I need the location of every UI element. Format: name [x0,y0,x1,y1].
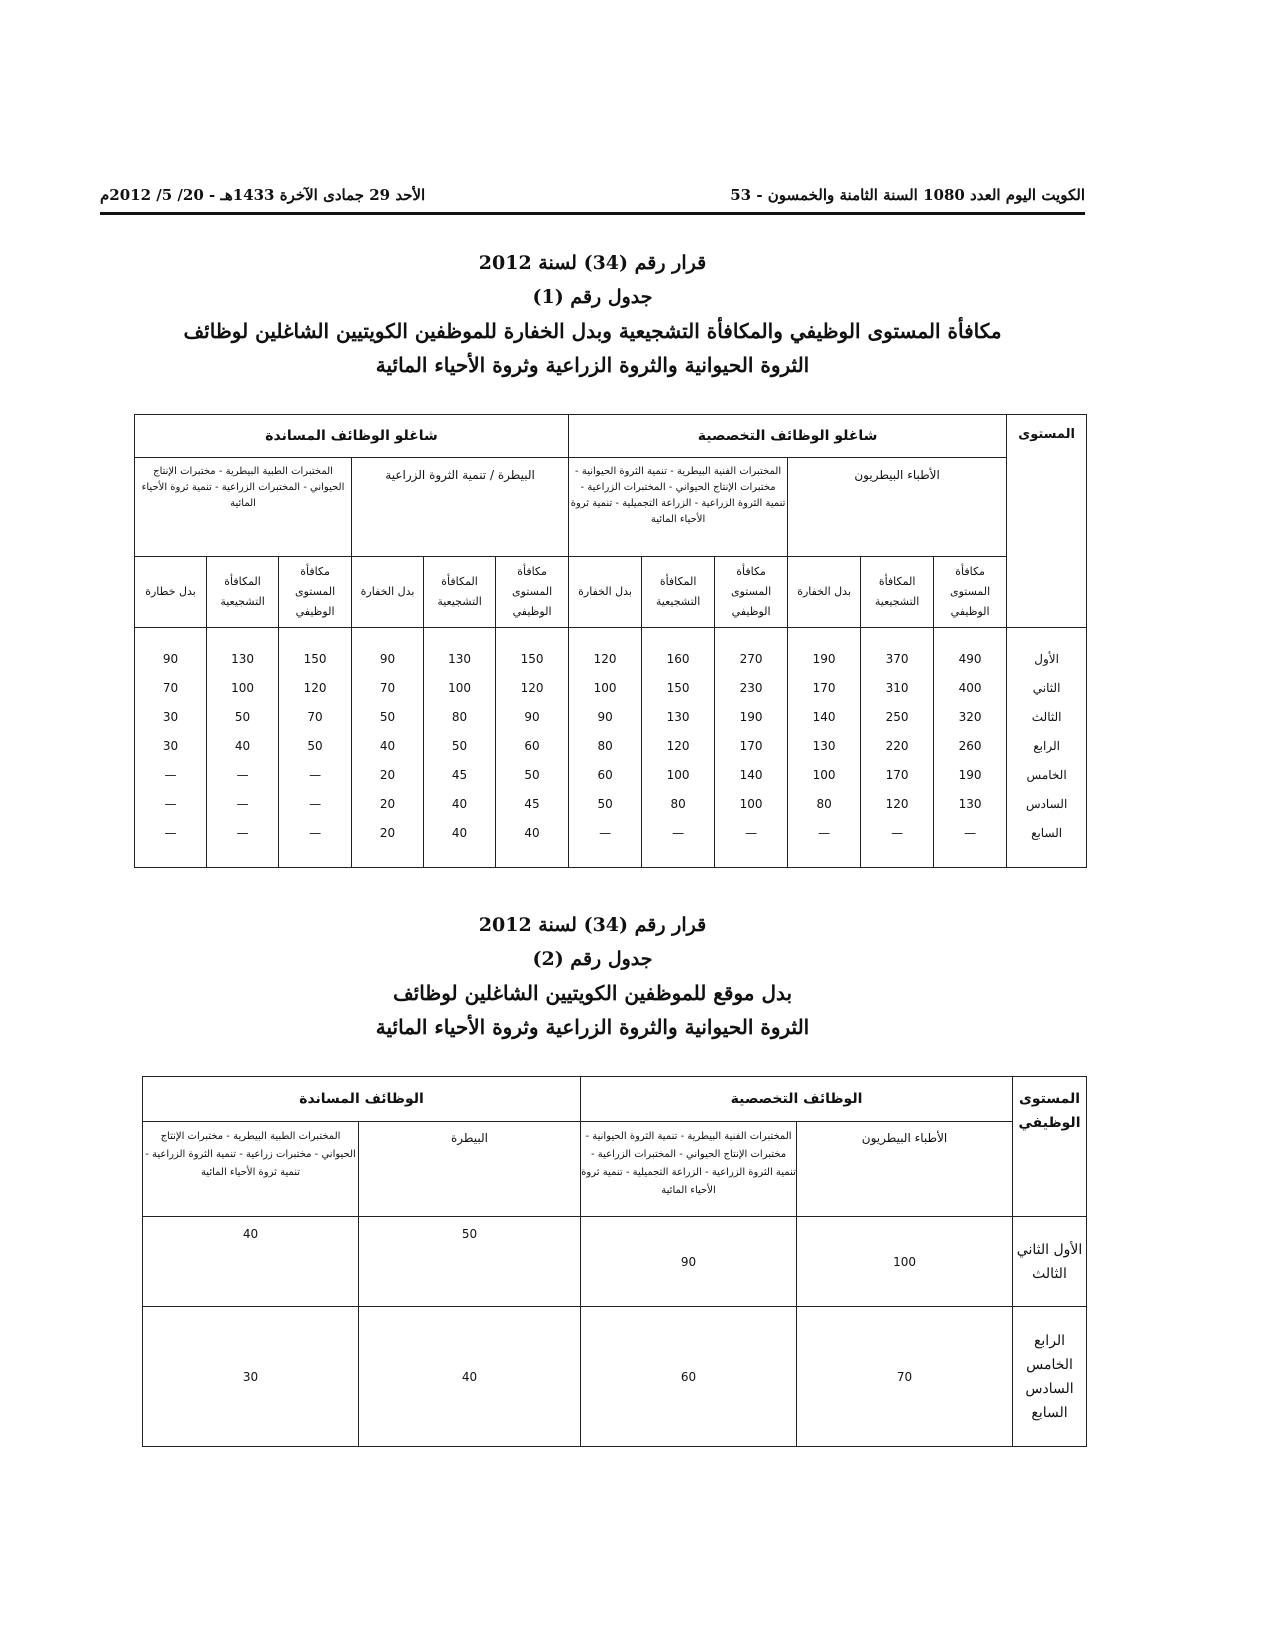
value-cell: 320 [934,702,1007,731]
value-cell: 170 [861,760,934,789]
subgroup-spec-labs: المختبرات الفنية البيطرية - تنمية الثروة الحيوانية - مختبرات الإنتاج الحيواني - المختبرات الزراعية - تنمية الثروة الزراعية - الزراعة التجميلية - تنمية ثروة الأحياء المائية [569,458,788,557]
value-cell: — [207,760,279,789]
level-cell: السادس [1007,789,1087,818]
subgroup-vets: الأطباء البيطريون [788,458,1007,557]
value-cell: 100 [207,673,279,702]
value-cell: 190 [934,760,1007,789]
value-cell: 70 [352,673,424,702]
value-cell: 90 [569,702,642,731]
value-cell: 270 [715,628,788,674]
table-row [143,1307,1087,1447]
value-cell: 130 [642,702,715,731]
value-cell: 100 [715,789,788,818]
value-cell: 50 [424,731,496,760]
value-cell: — [715,818,788,868]
section1-title [100,246,1085,382]
level-header: المستوى [1007,415,1087,628]
page-header [100,178,1085,214]
col-duty: بدل الخفارة [788,557,861,628]
level-cell: الخامس [1007,760,1087,789]
value-cell: 45 [424,760,496,789]
value-cell: 130 [934,789,1007,818]
value-cell: 120 [642,731,715,760]
value-cell: 140 [788,702,861,731]
value-cell: 120 [569,628,642,674]
value-cell: 30 [143,1307,359,1447]
value-cell: 20 [352,789,424,818]
level-cell: الرابع [1007,731,1087,760]
value-cell: 80 [788,789,861,818]
value-cell: 370 [861,628,934,674]
table-number: جدول رقم (1) [532,286,653,308]
value-cell: — [135,789,207,818]
value-cell: 80 [569,731,642,760]
level-cell: الثاني [1007,673,1087,702]
table-title-line2: الثروة الحيوانية والثروة الزراعية وثروة الأحياء المائية [375,353,810,377]
value-cell: — [788,818,861,868]
value-cell: 100 [642,760,715,789]
decision-number: قرار رقم (34) لسنة 2012 [478,252,707,274]
value-cell: 120 [279,673,352,702]
value-cell: 150 [642,673,715,702]
value-cell: 45 [496,789,569,818]
value-cell: — [279,760,352,789]
level-header: المستوى الوظيفي [1013,1077,1087,1217]
value-cell: — [934,818,1007,868]
value-cell: 250 [861,702,934,731]
value-cell: 90 [581,1217,797,1307]
value-cell: 150 [279,628,352,674]
value-cell: 40 [143,1217,359,1307]
value-cell: 170 [715,731,788,760]
group-specialized: الوظائف التخصصية [581,1077,1013,1122]
value-cell: 70 [135,673,207,702]
col-level-bonus: مكافأة المستوى الوظيفي [715,557,788,628]
value-cell: 400 [934,673,1007,702]
value-cell: 40 [424,789,496,818]
value-cell: 190 [788,628,861,674]
value-cell: — [279,789,352,818]
level-cell: السابع [1007,818,1087,868]
value-cell: 490 [934,628,1007,674]
value-cell: 30 [135,731,207,760]
value-cell: 20 [352,818,424,868]
value-cell: — [861,818,934,868]
value-cell: — [642,818,715,868]
col-incentive: المكافأة التشجيعية [861,557,934,628]
value-cell: — [207,818,279,868]
col-duty: بدل الخفارة [352,557,424,628]
value-cell: 80 [424,702,496,731]
table-number: جدول رقم (2) [532,948,653,970]
table1-allowances [134,414,1087,868]
col-level-bonus: مكافأة المستوى الوظيفي [496,557,569,628]
value-cell: 100 [797,1217,1013,1307]
col-duty: بدل الخفارة [569,557,642,628]
value-cell: 230 [715,673,788,702]
table-row [135,731,1087,760]
table-title-line2: الثروة الحيوانية والثروة الزراعية وثروة الأحياء المائية [375,1015,810,1039]
value-cell: 130 [207,628,279,674]
value-cell: 100 [788,760,861,789]
value-cell: 40 [424,818,496,868]
level-cell: الثالث [1007,702,1087,731]
table-title-line1: بدل موقع للموظفين الكويتيين الشاغلين لوظائف [392,981,793,1005]
group-specialized: شاغلو الوظائف التخصصية [569,415,1007,458]
value-cell: 40 [496,818,569,868]
table-row [135,628,1087,674]
col-incentive: المكافأة التشجيعية [207,557,279,628]
value-cell: 100 [424,673,496,702]
value-cell: — [279,818,352,868]
subgroup-spec-labs: المختبرات الفنية البيطرية - تنمية الثروة الحيوانية - مختبرات الإنتاج الحيواني - المختبرات الزراعية - تنمية الثروة الزراعية - الزراعة التجميلية - تنمية ثروة الأحياء المائية [581,1122,797,1217]
group-support: الوظائف المساندة [143,1077,581,1122]
levels-group-a: الأول الثاني الثالث [1013,1217,1087,1307]
subgroup-support-labs: المختبرات الطبية البيطرية - مختبرات الإنتاج الحيواني - المختبرات الزراعية - تنمية ثروة الأحياء المائية [135,458,352,557]
value-cell: 60 [569,760,642,789]
value-cell: — [207,789,279,818]
value-cell: 50 [352,702,424,731]
section2-title [100,908,1085,1044]
value-cell: 100 [569,673,642,702]
value-cell: 120 [496,673,569,702]
group-support: شاغلو الوظائف المساندة [135,415,569,458]
value-cell: 50 [207,702,279,731]
value-cell: 60 [581,1307,797,1447]
table-row [135,673,1087,702]
col-incentive: المكافأة التشجيعية [642,557,715,628]
value-cell: 150 [496,628,569,674]
col-incentive: المكافأة التشجيعية [424,557,496,628]
value-cell: 50 [279,731,352,760]
value-cell: 90 [135,628,207,674]
value-cell: 130 [788,731,861,760]
value-cell: 60 [496,731,569,760]
table-title-line1: مكافأة المستوى الوظيفي والمكافأة التشجيعية وبدل الخفارة للموظفين الكويتيين الشاغلين لوظائف [183,319,1002,343]
level-cell: الأول [1007,628,1087,674]
subgroup-vet: البيطرة [359,1122,581,1217]
subgroup-support-labs: المختبرات الطبية البيطرية - مختبرات الإنتاج الحيواني - مختبرات زراعية - تنمية الثروة الزراعية - تنمية ثروة الأحياء المائية [143,1122,359,1217]
value-cell: 120 [861,789,934,818]
value-cell: 50 [569,789,642,818]
value-cell: 190 [715,702,788,731]
value-cell: 90 [352,628,424,674]
table-row [143,1217,1087,1307]
value-cell: 40 [359,1307,581,1447]
value-cell: 80 [642,789,715,818]
value-cell: 90 [496,702,569,731]
value-cell: 130 [424,628,496,674]
value-cell: 70 [279,702,352,731]
col-level-bonus: مكافأة المستوى الوظيفي [279,557,352,628]
value-cell: 310 [861,673,934,702]
value-cell: 140 [715,760,788,789]
value-cell: 20 [352,760,424,789]
table2-site-allowance [142,1076,1087,1447]
value-cell: 70 [797,1307,1013,1447]
value-cell: — [135,760,207,789]
table-row [135,818,1087,868]
subgroup-vets: الأطباء البيطريون [797,1122,1013,1217]
gazette-date: الأحد 29 جمادى الآخرة 1433هـ - 20/ 5/ 2012م [100,186,426,204]
col-duty-alt: بدل خطارة [135,557,207,628]
value-cell: 160 [642,628,715,674]
gazette-issue: الكويت اليوم العدد 1080 السنة الثامنة والخمسون - 53 [730,186,1085,204]
col-level-bonus: مكافأة المستوى الوظيفي [934,557,1007,628]
header-rule [100,212,1085,215]
subgroup-vet-agri: البيطرة / تنمية الثروة الزراعية [352,458,569,557]
value-cell: 40 [207,731,279,760]
value-cell: 260 [934,731,1007,760]
levels-group-b: الرابع الخامس السادس السابع [1013,1307,1087,1447]
value-cell: 30 [135,702,207,731]
table-row [135,702,1087,731]
value-cell: 40 [352,731,424,760]
value-cell: 50 [496,760,569,789]
table-row [135,789,1087,818]
decision-number: قرار رقم (34) لسنة 2012 [478,914,707,936]
value-cell: 50 [359,1217,581,1307]
value-cell: 220 [861,731,934,760]
value-cell: — [569,818,642,868]
table-row [135,760,1087,789]
value-cell: — [135,818,207,868]
value-cell: 170 [788,673,861,702]
